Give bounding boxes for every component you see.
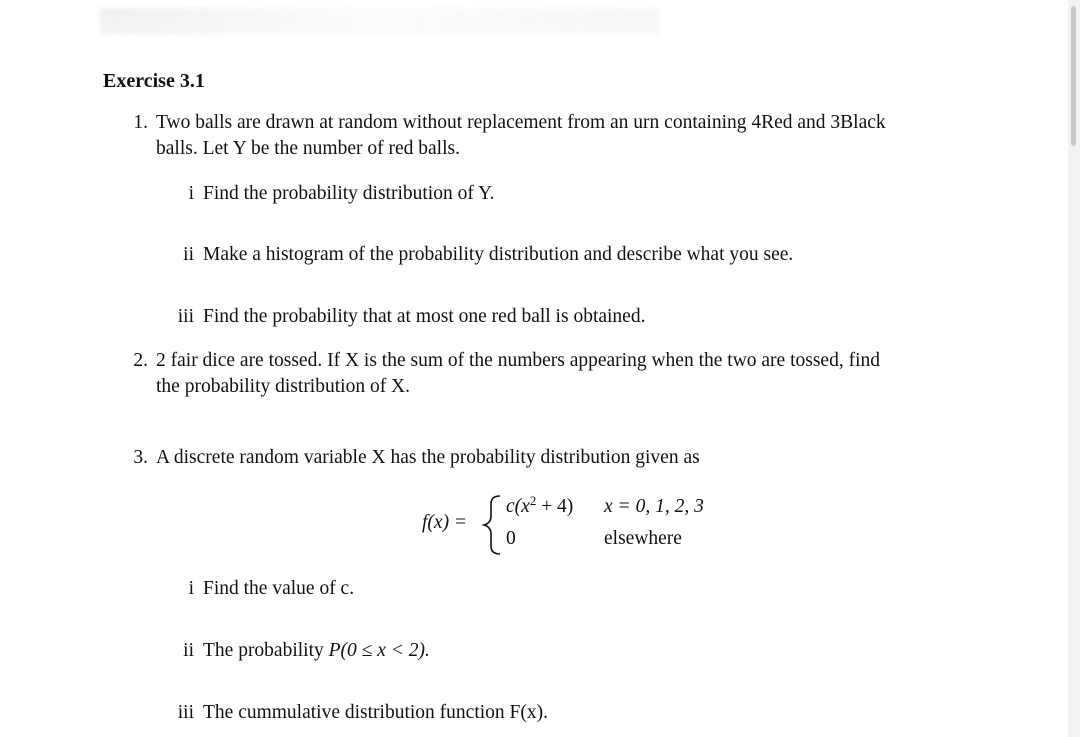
question-1-number: 1.: [133, 112, 148, 133]
question-2-number: 2.: [133, 350, 148, 371]
question-3-number: 3.: [133, 447, 148, 468]
formula-case-2-expression: 0: [506, 528, 516, 549]
formula-case-1-condition: x = 0, 1, 2, 3: [604, 496, 704, 517]
formula-case-1-expression: $c(x^2 + 4)$: [506, 493, 574, 517]
vertical-scrollbar[interactable]: [1068, 0, 1080, 737]
formula-case-2-condition: elsewhere: [604, 528, 682, 549]
formula-lhs: f(x) =: [422, 512, 468, 533]
question-2-line-2: the probability distribution of X.: [156, 376, 411, 397]
exercise-heading: Exercise 3.1: [103, 70, 205, 92]
q1-part-iii-label: iii: [177, 306, 194, 327]
scrollbar-thumb[interactable]: [1071, 6, 1076, 146]
q3-part-ii-text: The probability P(0 ≤ x < 2).: [203, 640, 430, 661]
q3-part-iii-text: The cummulative distribution function F(x).: [203, 702, 548, 723]
q3-part-ii-label: ii: [183, 640, 194, 661]
q1-part-i-label: i: [188, 183, 194, 204]
question-2-line-1: 2 fair dice are tossed. If X is the sum of the numbers appearing when the two are tossed, find: [156, 350, 880, 371]
q3-part-i-text: Find the value of c.: [203, 578, 355, 599]
q3-part-i-label: i: [188, 578, 194, 599]
question-1-line-1: Two balls are drawn at random without replacement from an urn containing 4Red and 3Black: [156, 112, 886, 133]
q1-part-ii-text: Make a histogram of the probability distribution and describe what you see.: [203, 244, 794, 265]
q3-part-iii-label: iii: [177, 702, 194, 723]
q1-part-iii-text: Find the probability that at most one red ball is obtained.: [203, 306, 646, 327]
q1-part-i-text: Find the probability distribution of Y.: [203, 183, 495, 204]
question-1-line-2: balls. Let Y be the number of red balls.: [156, 138, 460, 159]
piecewise-formula: [420, 490, 740, 560]
question-3-text: A discrete random variable X has the probability distribution given as: [156, 447, 700, 468]
q1-part-ii-label: ii: [183, 244, 194, 265]
faded-header-strip: [100, 8, 660, 34]
